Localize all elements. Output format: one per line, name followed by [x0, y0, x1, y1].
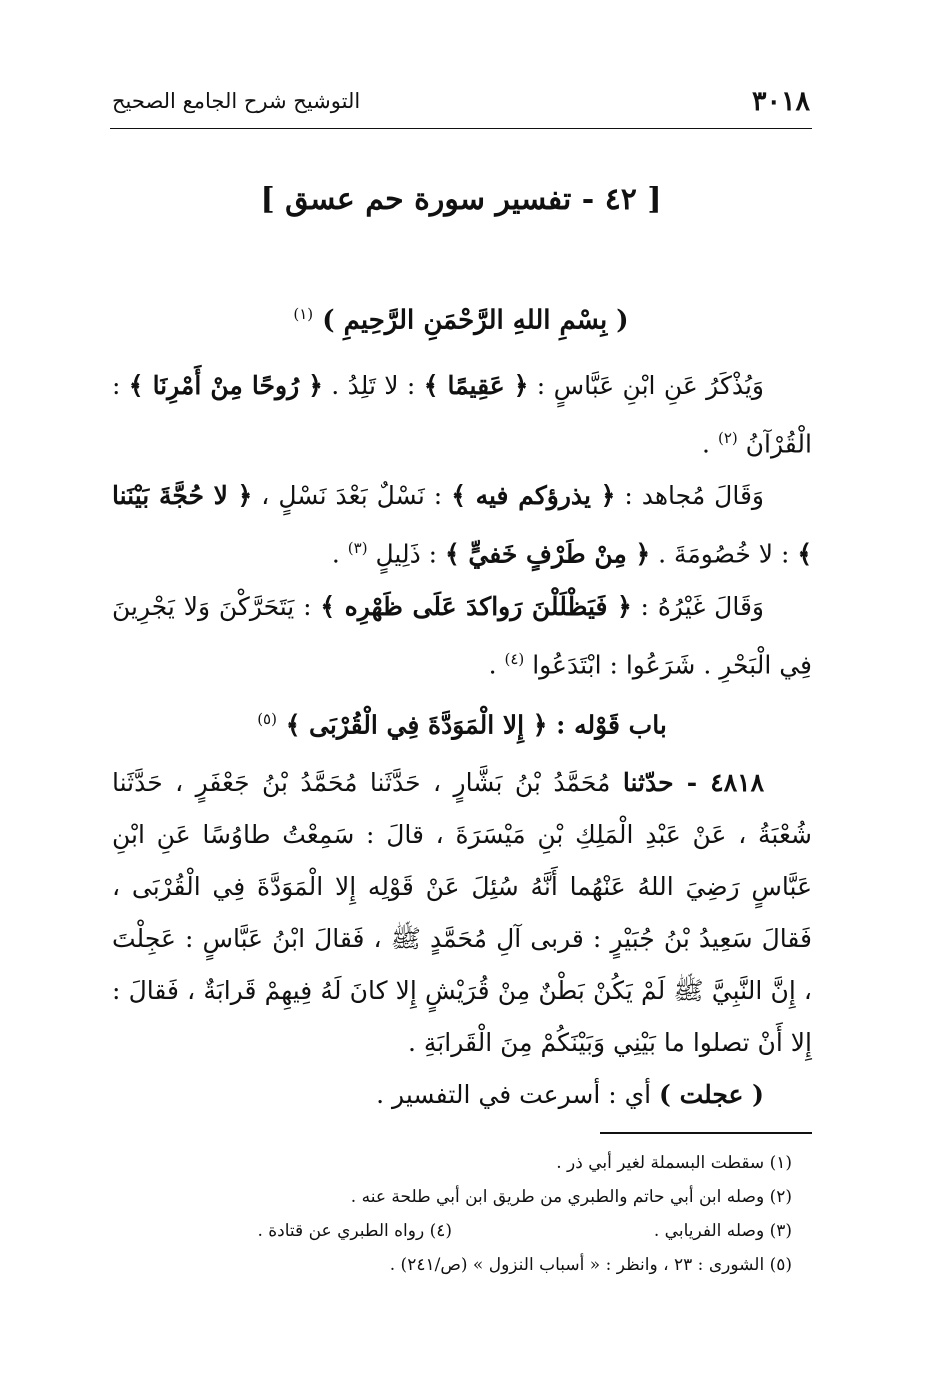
text: : ذَلِيلٍ — [367, 539, 446, 569]
basmala — [110, 305, 812, 336]
quran-quote: ﴿ عَقِيمًا ﴾ — [423, 371, 529, 400]
footnote-ref: (١) — [293, 305, 314, 323]
commentary-term: ( عجلت ) — [659, 1080, 764, 1110]
bab-heading — [112, 693, 812, 751]
text: : لا خُصُومَةَ . — [650, 539, 798, 569]
paragraph-ibn-abbas — [112, 360, 812, 470]
footnote-1: (١) سقطت البسملة لغير أبي ذر . — [556, 1153, 792, 1173]
text: : الْقُرْآنُ — [112, 371, 812, 459]
footnotes — [112, 1146, 792, 1282]
page-header — [112, 84, 810, 118]
footnote-ref: (٢) — [717, 429, 738, 447]
text: . — [702, 429, 718, 459]
quran-quote: ﴿ فَيَظْلَلْنَ رَواكدَ عَلَى ظَهْرِه ﴾ — [320, 591, 632, 621]
quran-quote: ﴿ رُوحًا مِنْ أَمْرِنَا ﴾ — [128, 371, 323, 400]
chapter-title: [ ٤٢ - تفسير سورة حم عسق ] — [260, 182, 662, 217]
text: . — [488, 649, 505, 679]
text: : لا تَلِدُ . — [322, 371, 424, 400]
hadith-text: مُحَمَّدُ بْنُ بَشَّارٍ ، حَدَّثَنا مُحَمَّدُ بْنُ جَعْفَرٍ ، حَدَّثَنا شُعْبَةُ ، عَنْ عَبْدِ الْمَلِكِ بْنِ مَيْسَرَةَ ، قالَ : سَمِعْتُ طاوُسًا عَنِ ابْنِ عَبَّاسٍ رَضِيَ اللهُ عَنْهُما أَنَّهُ سُئِلَ عَنْ قَوْلِه إِلا الْمَوَدَّةَ فِي الْقُرْبَى ، فَقالَ سَعِيدُ بْنُ جُبَيْرٍ : قربى آلِ مُحَمَّدٍ ﷺ ، فَقالَ ابْنُ عَبَّاسٍ : عَجِلْتَ ، إِنَّ النَّبِيَّ ﷺ لَمْ يَكُنْ بَطْنٌ مِنْ قُرَيْشٍ إِلا كانَ لَهُ فِيهِمْ قَرابَةٌ ، فَقالَ : إِلا أَنْ تصلوا ما بَيْنِي وَبَيْنَكُمْ مِنَ الْقَرابَةِ . — [112, 768, 812, 1058]
text: . — [331, 539, 348, 569]
page-number: ٣٠١٨ — [751, 85, 810, 117]
quran-quote: ﴿ لا حُجَّةَ بَيْنَنا ﴾ — [112, 481, 812, 569]
main-text — [112, 360, 812, 1121]
commentary — [112, 1069, 812, 1121]
text: : نَسْلٌ بَعْدَ نَسْلٍ ، — [252, 481, 452, 511]
footnote-row — [112, 1214, 792, 1248]
text: وَقَالَ مُجاهد : — [615, 481, 764, 511]
bab-text: باب قَوْله : ﴿ إِلا الْمَوَدَّةَ فِي الْقُرْبَى ﴾ — [285, 710, 667, 740]
paragraph-others — [112, 581, 812, 691]
quran-quote: ﴿ مِنْ طَرْفٍ خَفيٍّ ﴾ — [445, 539, 651, 569]
footnote-ref: (٣) — [347, 539, 368, 558]
basmala-text: ( بِسْمِ اللهِ الرَّحْمَنِ الرَّحِيمِ ) — [322, 305, 629, 336]
hadith-number: ٤٨١٨ - حدّثنا — [622, 768, 764, 798]
quran-quote: ﴿ يذرؤكم فيه ﴾ — [451, 481, 616, 511]
text: وَيُذْكَرُ عَنِ ابْنِ عَبَّاسٍ : — [528, 371, 764, 400]
footnote-2: (٢) وصله ابن أبي حاتم والطبري من طريق ابن أبي طلحة عنه . — [350, 1187, 792, 1207]
text: : يَتَحَرَّكْنَ وَلا يَجْرِينَ فِي الْبَحْرِ . شَرَعُوا : ابْتَدَعُوا — [112, 591, 812, 679]
text: وَقَالَ غَيْرُهُ : — [631, 591, 764, 621]
header-rule — [110, 128, 812, 129]
commentary-text: أي : أسرعت في التفسير . — [376, 1080, 660, 1110]
footnote-3: (٣) وصله الفريابي . — [653, 1221, 792, 1241]
footnote-4: (٤) رواه الطبري عن قتادة . — [257, 1221, 452, 1241]
footnote-5: (٥) الشورى : ٢٣ ، وانظر : « أسباب النزول » (ص/٢٤١) . — [389, 1255, 792, 1275]
footnote-ref: (٥) — [257, 709, 277, 728]
paragraph-mujahid — [112, 470, 812, 580]
footnote-rule — [600, 1132, 812, 1134]
hadith-4818 — [112, 757, 812, 1069]
running-title: التوشيح شرح الجامع الصحيح — [112, 89, 361, 113]
footnote-ref: (٤) — [504, 649, 525, 668]
